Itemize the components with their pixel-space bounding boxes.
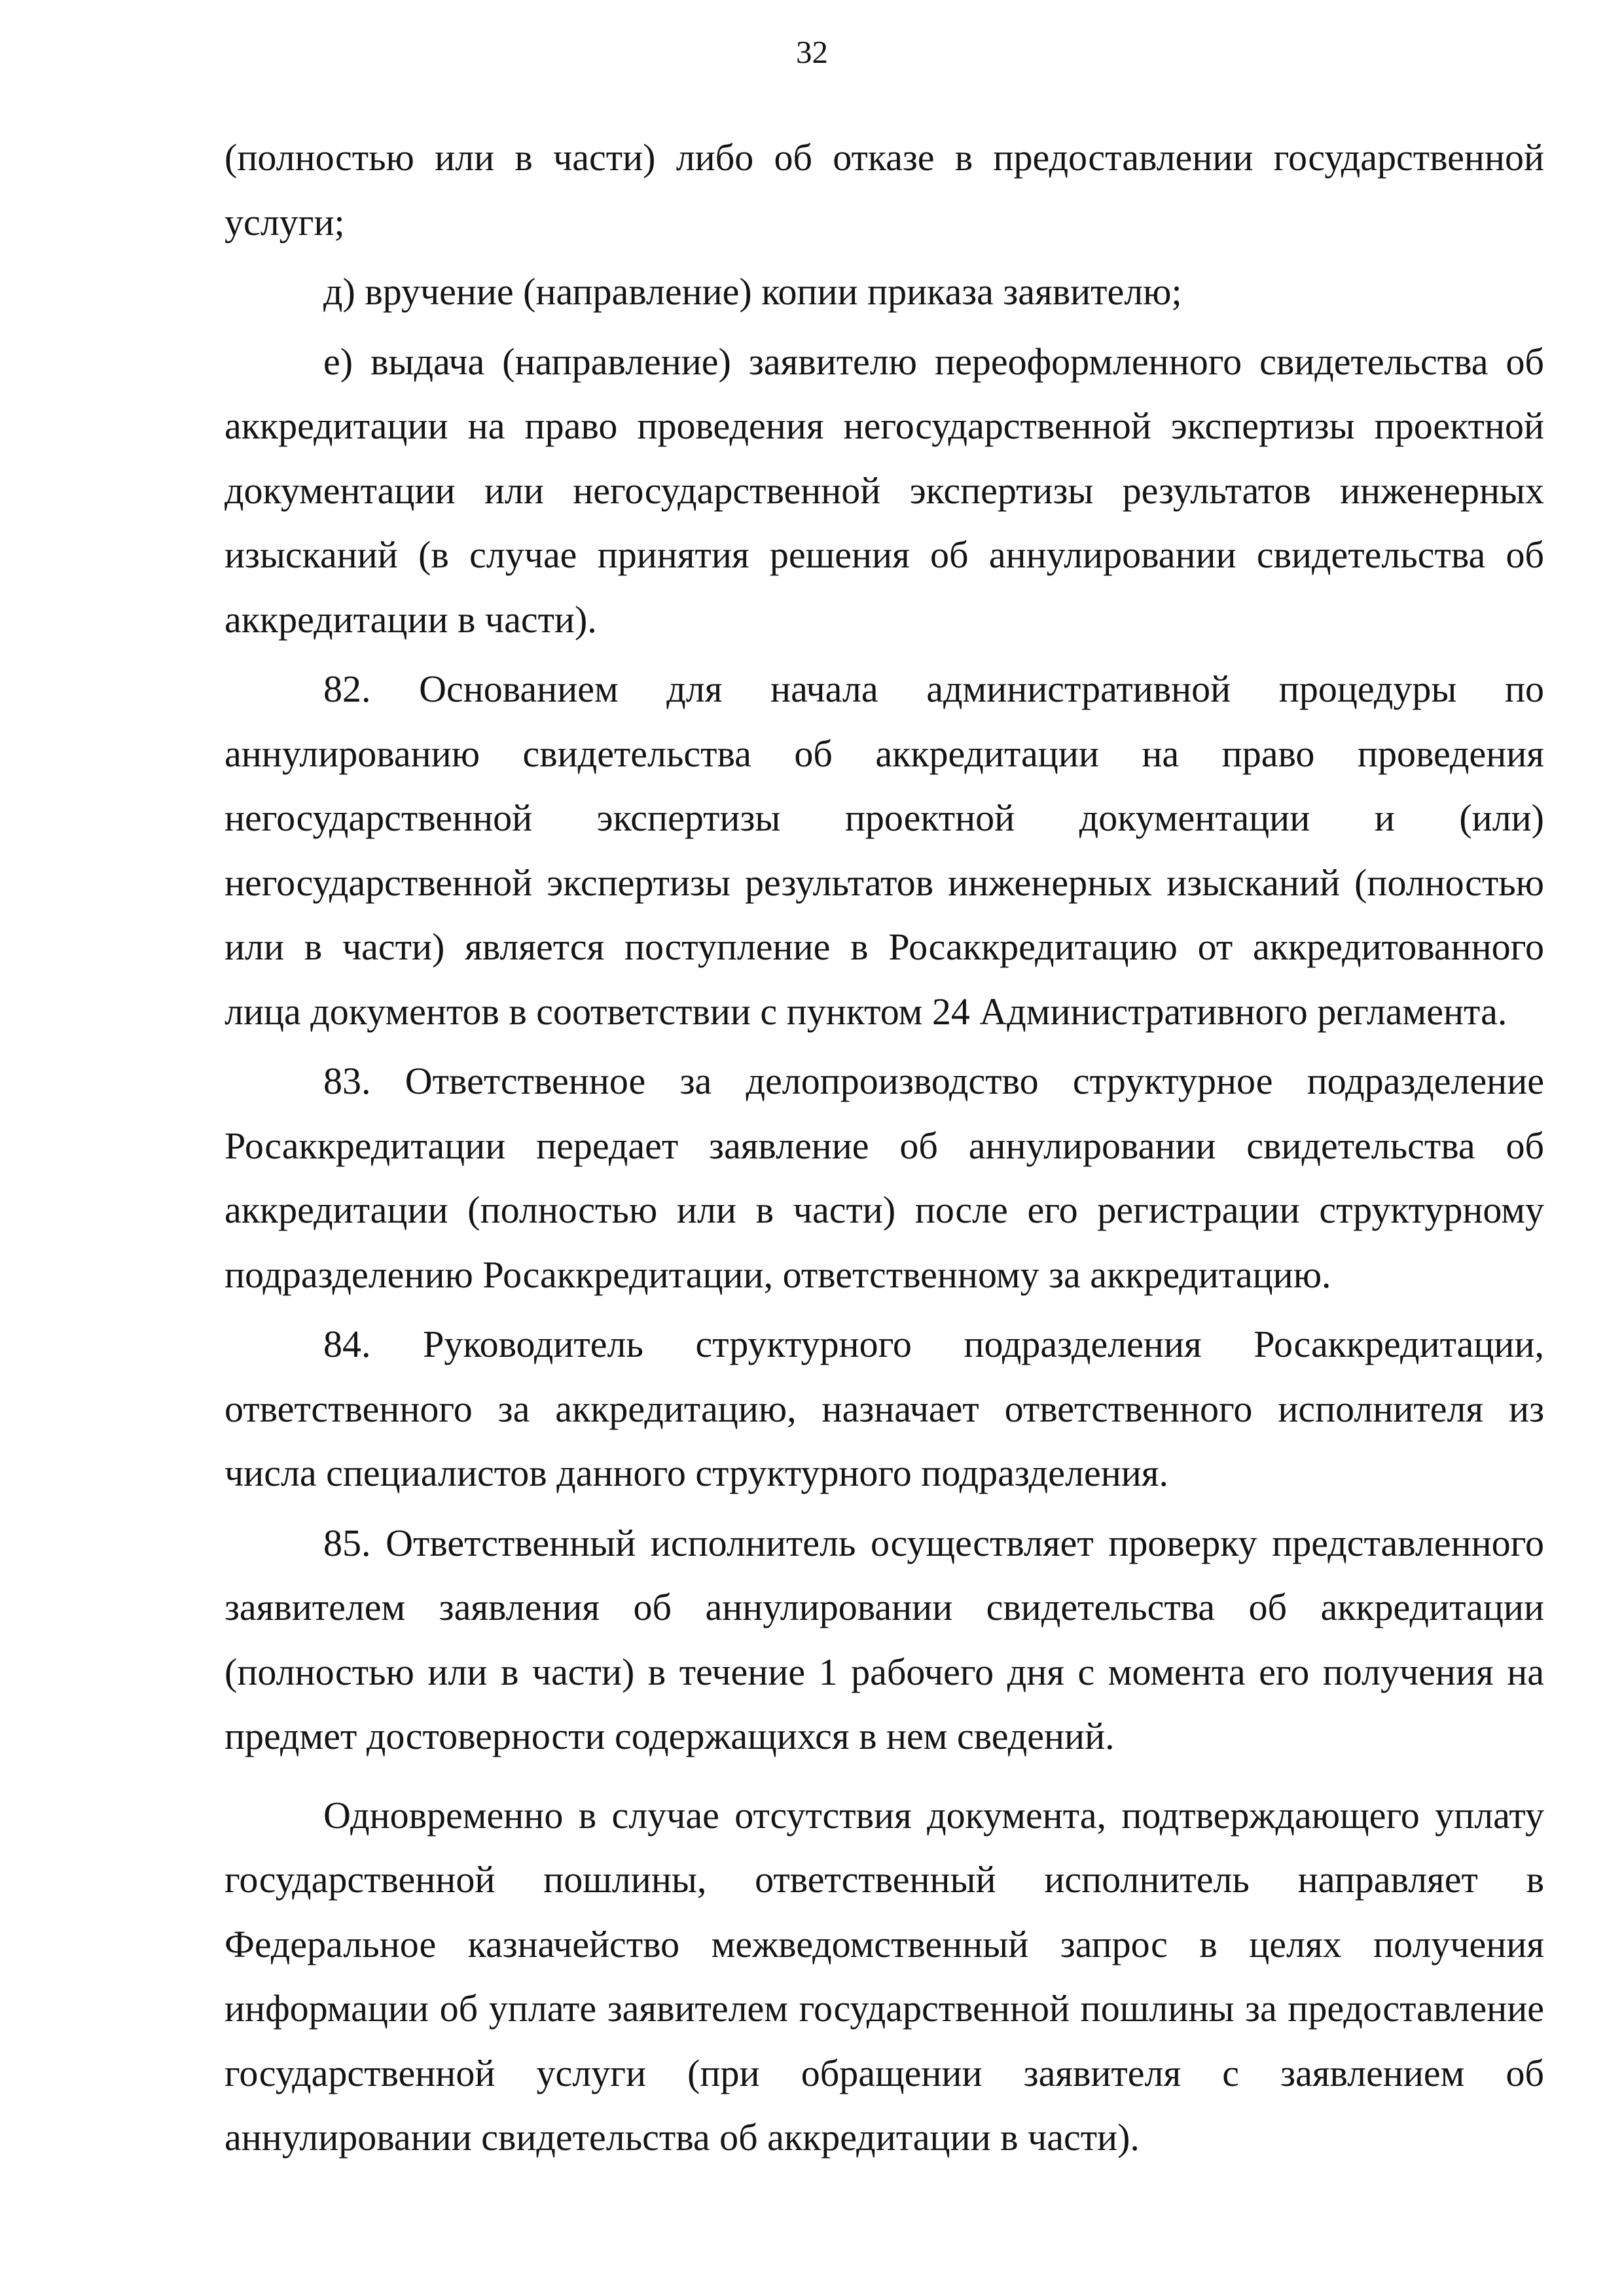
document-body	[225, 126, 1544, 2170]
page-number: 32	[796, 34, 828, 70]
paragraph-clause-83: 83. Ответственное за делопроизводство структурное подразделение Росаккредитации передает заявление об аннулировании свидетельства об аккредитации (полностью или в части) после его регистрации структурному подразделению Росаккредитации, ответственному за аккредитацию.	[225, 1060, 1544, 1296]
paragraph-item-e: е) выдача (направление) заявителю переоформленного свидетельства об аккредитации на право проведения негосударственной экспертизы проектной документации или негосударственной экспертизы результатов инженерных изысканий (в случае принятия решения об аннулировании свидетельства об аккредитации в части).	[225, 340, 1544, 641]
paragraph-clause-82: 82. Основанием для начала административной процедуры по аннулированию свидетельства об аккредитации на право проведения негосударственной экспертизы проектной документации и (или) негосударственной экспертизы результатов инженерных изысканий (полностью или в части) является поступление в Росаккредитацию от аккредитованного лица документов в соответствии с пунктом 24 Административного регламента.	[225, 668, 1544, 1033]
paragraph-item-d: д) вручение (направление) копии приказа заявителю;	[323, 270, 1182, 313]
paragraph-clause-85-addendum: Одновременно в случае отсутствия документа, подтверждающего уплату государственной пошлины, ответственный исполнитель направляет в Федеральное казначейство межведомственный запрос в целях получения информации об уплате заявителем государственной пошлины за предоставление государственной услуги (при обращении заявителя с заявлением об аннулировании свидетельства об аккредитации в части).	[225, 1793, 1544, 2159]
paragraph-continuation: (полностью или в части) либо об отказе в предоставлении государственной услуги;	[225, 136, 1544, 243]
paragraph-clause-84: 84. Руководитель структурного подразделения Росаккредитации, ответственного за аккредитацию, назначает ответственного исполнителя из числа специалистов данного структурного подразделения.	[225, 1323, 1544, 1494]
paragraph-clause-85: 85. Ответственный исполнитель осуществляет проверку представленного заявителем заявления об аннулировании свидетельства об аккредитации (полностью или в части) в течение 1 рабочего дня с момента его получения на предмет достоверности содержащихся в нем сведений.	[225, 1521, 1544, 1757]
